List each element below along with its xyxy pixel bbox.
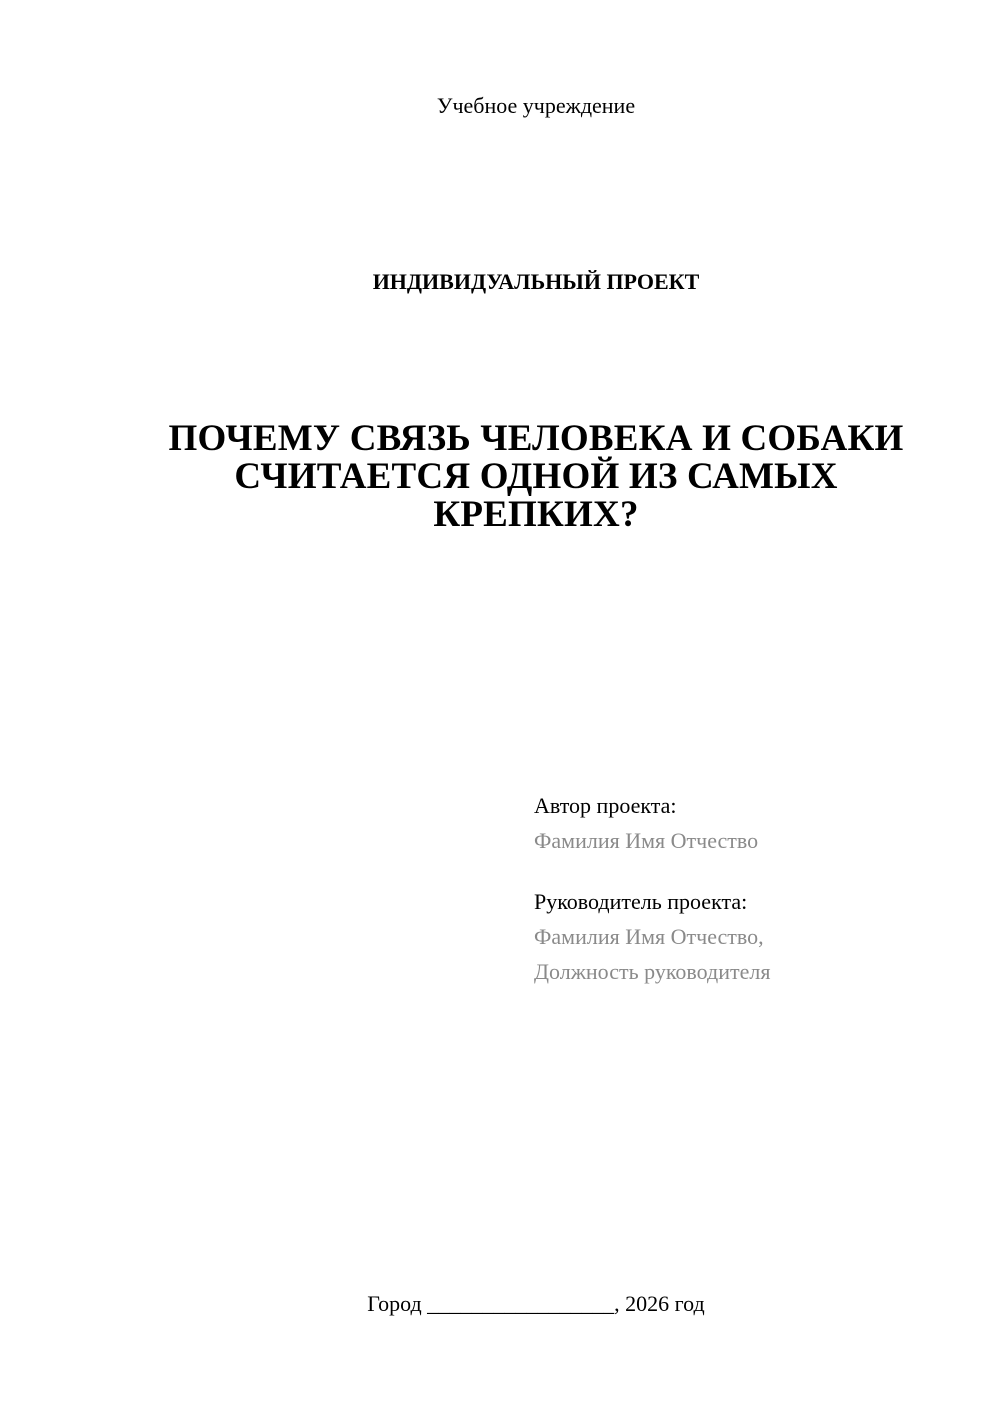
project-title-line-1: ПОЧЕМУ СВЯЗЬ ЧЕЛОВЕКА И СОБАКИ (168, 418, 904, 459)
city-label: Город (367, 1291, 422, 1316)
supervisor-name: Фамилия Имя Отчество, (534, 924, 764, 949)
supervisor-block (534, 884, 974, 989)
author-name: Фамилия Имя Отчество (534, 828, 759, 853)
city-year-line (0, 1290, 1000, 1318)
document-type: ИНДИВИДУАЛЬНЫЙ ПРОЕКТ (372, 269, 700, 294)
credits-block (534, 788, 974, 989)
project-title-line-3: КРЕПКИХ? (433, 494, 639, 535)
supervisor-label: Руководитель проекта: (534, 889, 748, 914)
city-blank: _________________ (427, 1291, 615, 1316)
author-label: Автор проекта: (534, 793, 677, 818)
author-block (534, 788, 974, 858)
supervisor-position: Должность руководителя (534, 959, 771, 984)
project-title-line-2: СЧИТАЕТСЯ ОДНОЙ ИЗ САМЫХ (234, 456, 838, 497)
year-text: , 2026 год (614, 1291, 705, 1316)
project-title (130, 420, 942, 534)
institution-name: Учебное учреждение (436, 93, 636, 118)
